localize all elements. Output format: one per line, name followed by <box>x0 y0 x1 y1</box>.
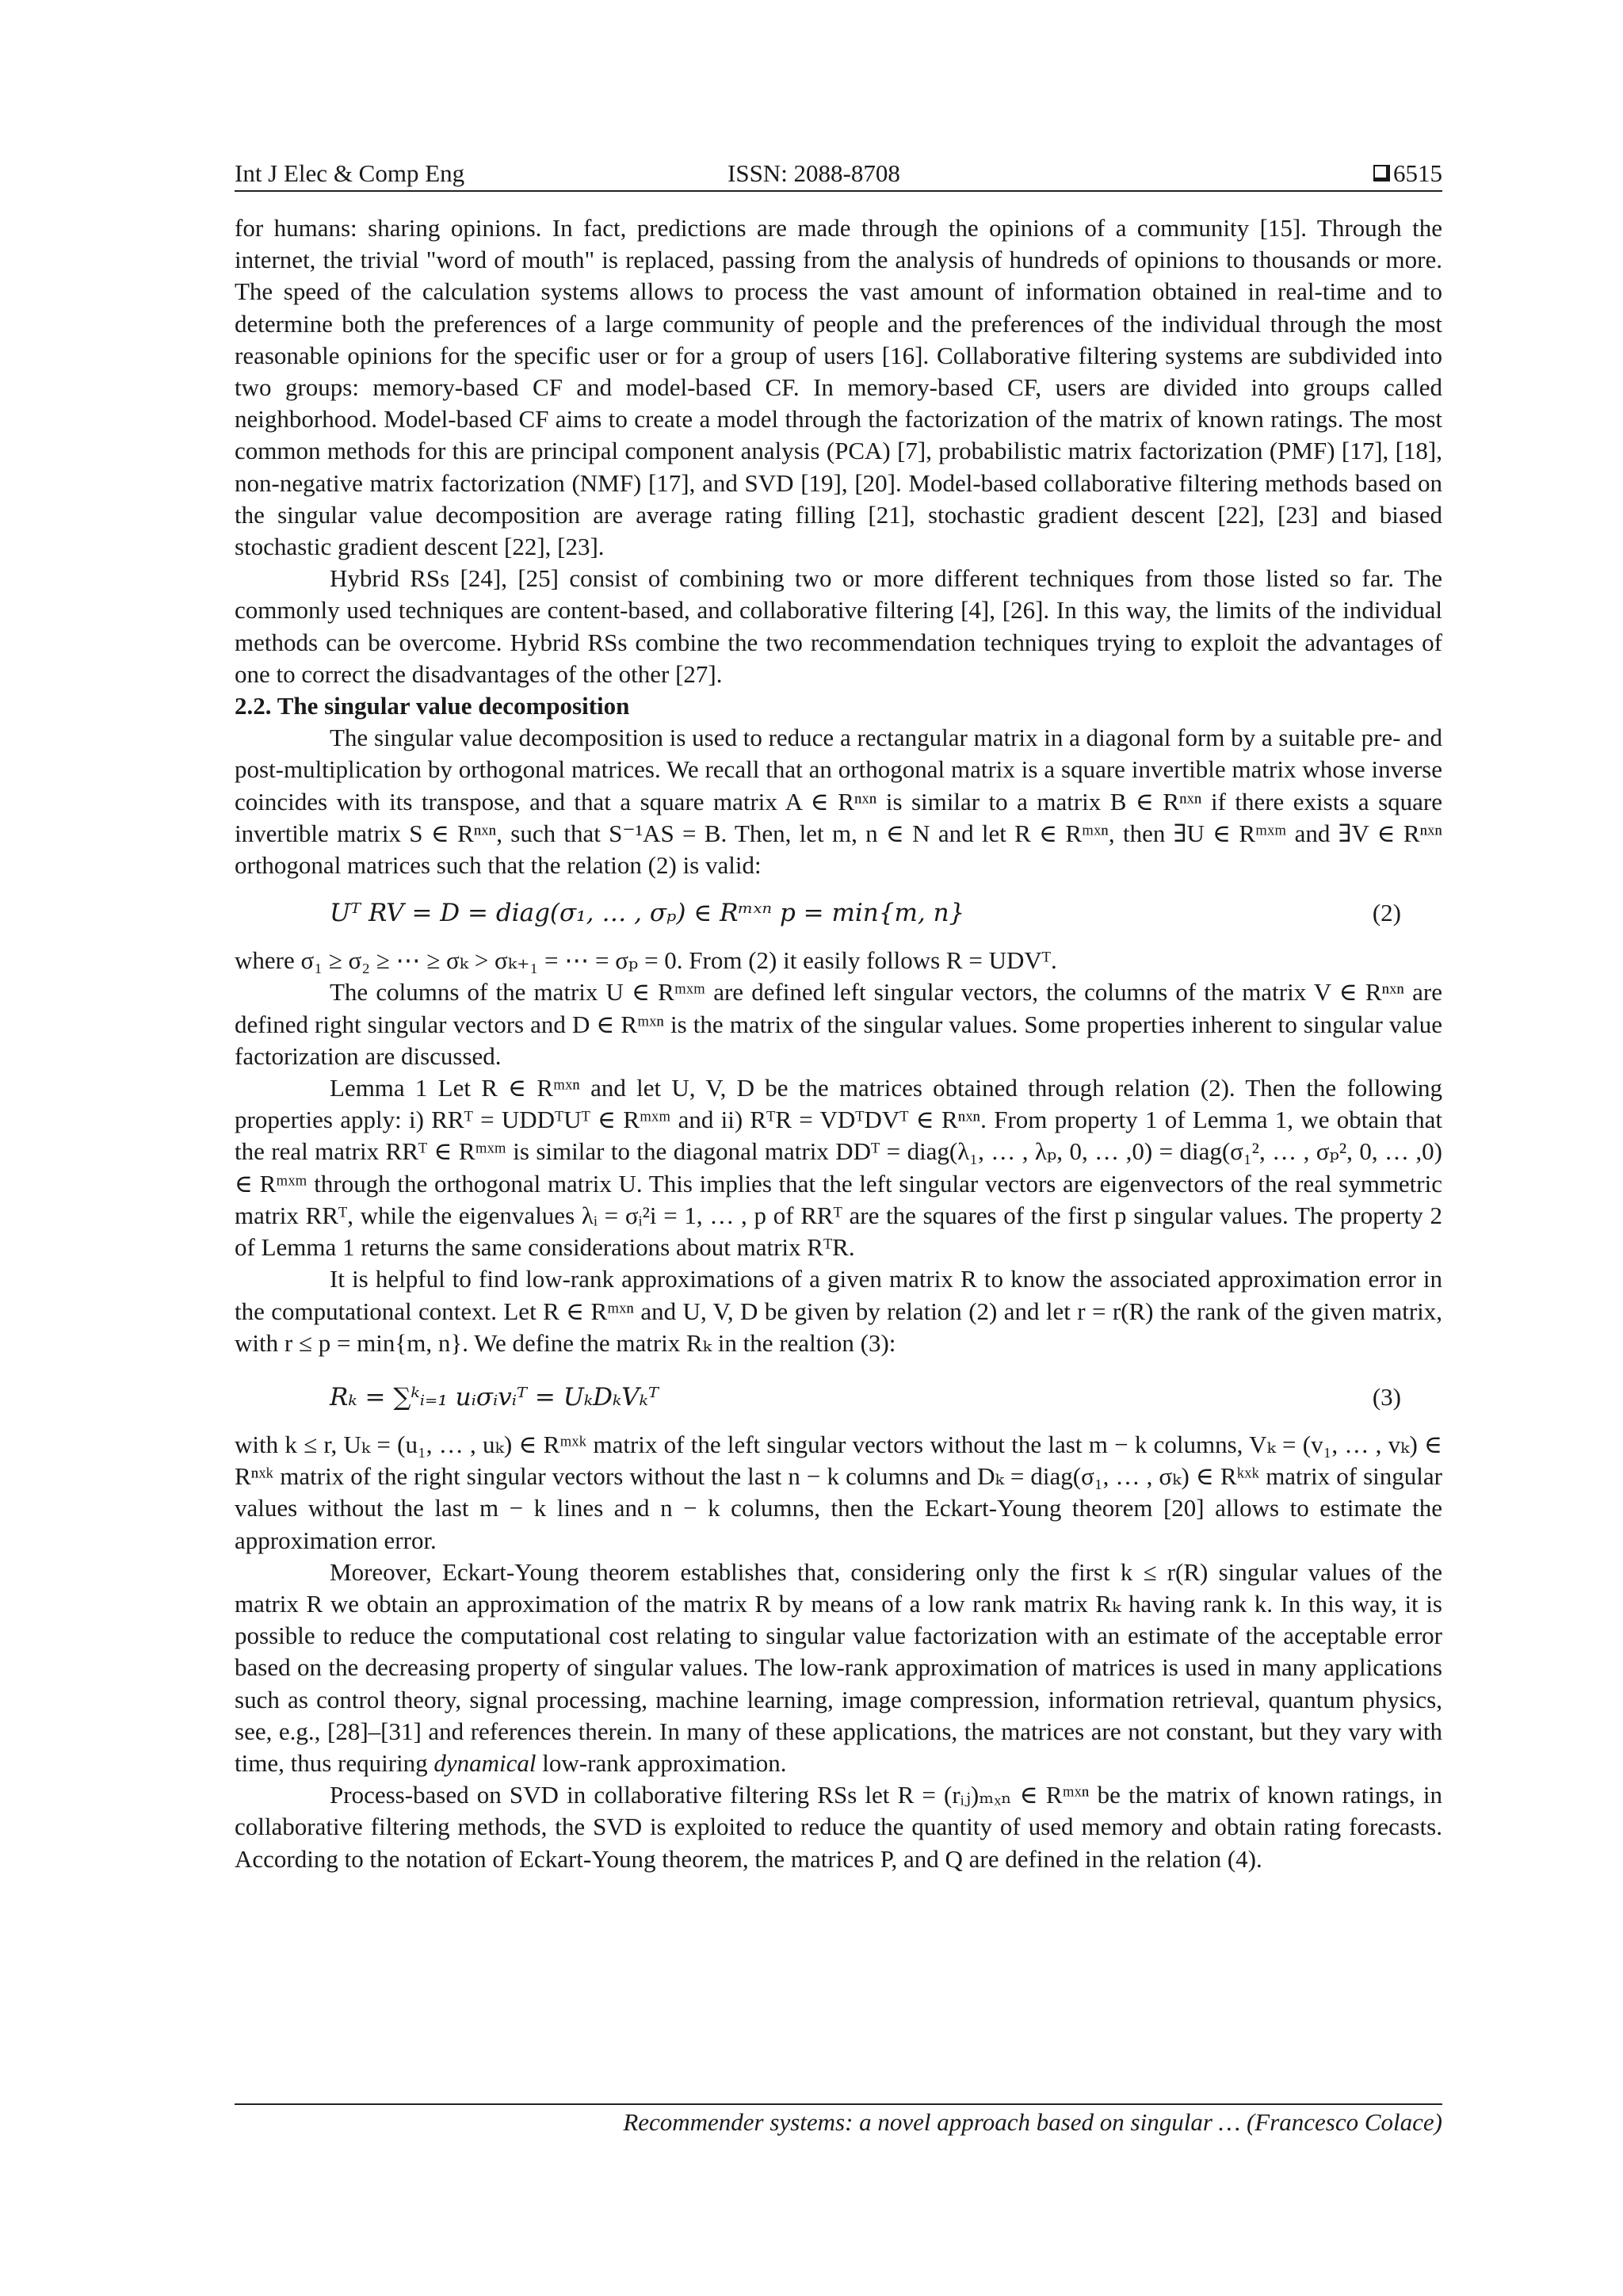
paragraph-9-italic: dynamical <box>433 1748 537 1777</box>
issn: ISSN: 2088-8708 <box>727 159 900 187</box>
running-footer <box>235 2103 1442 2140</box>
paragraph-3: The singular value decomposition is used to reduce a rectangular matrix in a diagonal form by a suitable pre- and post-multiplication by orthogonal matrices. We recall that an orthogonal matrix is a square invertible matrix whose inverse coincides with its transpose, and that a square matrix A ∈ Rⁿˣⁿ is similar to a matrix B ∈ Rⁿˣⁿ if there exists a square invertible matrix S ∈ Rⁿˣⁿ, such that S⁻¹AS = B. Then, let m, n ∈ N and let R ∈ Rᵐˣⁿ, then ∃U ∈ Rᵐˣᵐ and ∃V ∈ Rⁿˣⁿ orthogonal matrices such that the relation (2) is valid: <box>235 724 1443 880</box>
paragraph-9-text: Moreover, Eckart-Young theorem establishes that, considering only the first k ≤ r(R) singular values of the matrix R we obtain an approximation of the matrix R by means of a low rank matrix Rₖ having rank k. In this way, it is possible to reduce the computational cost relating to singular value factorization with an estimate of the acceptable error based on the decreasing property of singular values. The low-rank approximation of matrices is used in many applications such as control theory, signal processing, machine learning, image compression, information retrieval, quantum physics, see, e.g., [28]–[31] and references therein. In many of these applications, the matrices are not constant, but they vary with time, thus requiring <box>235 1557 1442 1777</box>
paragraph-10: Process-based on SVD in collaborative filtering RSs let R = (rᵢⱼ)ₘₓₙ ∈ Rᵐˣⁿ be the matrix of known ratings, in collaborative filtering methods, the SVD is exploited to reduce the quantity of used memory and obtain rating forecasts. According to the notation of Eckart-Young theorem, the matrices P, and Q are defined in the relation (4). <box>235 1781 1442 1873</box>
journal-name: Int J Elec & Comp Eng <box>235 159 465 187</box>
running-header <box>235 157 1442 190</box>
equation-2 <box>235 881 1442 945</box>
paragraph-8: with k ≤ r, Uₖ = (u₁, … , uₖ) ∈ Rᵐˣᵏ matrix of the left singular vectors without the last m − k columns, Vₖ = (v₁, … , vₖ) ∈ Rⁿˣᵏ matrix of the right singular vectors without the last n − k columns and Dₖ = diag(σ₁, … , σₖ) ∈ Rᵏˣᵏ matrix of singular values without the last m − k lines and n − k columns, then the Eckart-Young theorem [20] allows to estimate the approximation error. <box>235 1430 1442 1554</box>
paragraph-2: Hybrid RSs [24], [25] consist of combining two or more different techniques from those listed so far. The commonly used techniques are content-based, and collaborative filtering [4], [26]. In this way, the limits of the individual methods can be overcome. Hybrid RSs combine the two recommendation techniques trying to exploit the advantages of one to correct the disadvantages of the other [27]. <box>235 564 1442 688</box>
paragraph-9-end: low-rank approximation. <box>536 1748 787 1777</box>
equation-2-number: (2) <box>1372 899 1401 927</box>
paragraph-6: Lemma 1 Let R ∈ Rᵐˣⁿ and let U, V, D be the matrices obtained through relation (2). Then the following properties apply: i) RRᵀ = UDDᵀUᵀ ∈ Rᵐˣᵐ and ii) RᵀR = VDᵀDVᵀ ∈ Rⁿˣⁿ. From property 1 of Lemma 1, we obtain that the real matrix RRᵀ ∈ Rᵐˣᵐ is similar to the diagonal matrix DDᵀ = diag(λ₁, … , λₚ, 0, … ,0) = diag(σ₁², … , σₚ², 0, … ,0) ∈ Rᵐˣᵐ through the orthogonal matrix U. This implies that the left singular vectors are eigenvectors of the real symmetric matrix RRᵀ, while the eigenvalues λᵢ = σᵢ²i = 1, … , p of RRᵀ are the squares of the first p singular values. The property 2 of Lemma 1 returns the same considerations about matrix RᵀR. <box>235 1074 1442 1262</box>
equation-2-body: Uᵀ RV = D = diag(σ₁, … , σₚ) ∈ Rᵐˣⁿ p = min{m, n} <box>330 899 965 928</box>
paragraph-5: The columns of the matrix U ∈ Rᵐˣᵐ are defined left singular vectors, the columns of the matrix V ∈ Rⁿˣⁿ are defined right singular vectors and D ∈ Rᵐˣⁿ is the matrix of the singular values. Some properties inherent to singular value factorization are discussed. <box>235 978 1442 1070</box>
equation-3-number: (3) <box>1372 1382 1401 1411</box>
section-heading: 2.2. The singular value decomposition <box>235 692 630 720</box>
paragraph-1: for humans: sharing opinions. In fact, predictions are made through the opinions of a community [15]. Through the internet, the trivial "word of mouth" is replaced, passing from the analysis of hundreds of opinions to thousands or more. The speed of the calculation systems allows to process the vast amount of information obtained in real-time and to determine both the preferences of a large community of people and the preferences of the individual through the most reasonable opinions for the specific user or for a group of users [16]. Collaborative filtering systems are subdivided into two groups: memory-based CF and model-based CF. In memory-based CF, users are divided into groups called neighborhood. Model-based CF aims to create a model through the factorization of the matrix of known ratings. The most common methods for this are principal component analysis (PCA) [7], probabilistic matrix factorization (PMF) [17], [18], non-negative matrix factorization (NMF) [17], and SVD [19], [20]. Model-based collaborative filtering methods based on the singular value decomposition are average rating filling [21], stochastic gradient descent [22], [23] and biased stochastic gradient descent [22], [23]. <box>235 214 1442 561</box>
equation-3-body: Rₖ = ∑ᵏᵢ₌₁ uᵢσᵢvᵢᵀ = UₖDₖVₖᵀ <box>330 1382 659 1412</box>
paragraph-9 <box>235 1557 1442 1779</box>
footer-caption: Recommender systems: a novel approach based on singular … (Francesco Colace) <box>623 2108 1442 2136</box>
header-rule <box>235 190 1442 192</box>
paragraph-7: It is helpful to find low-rank approximations of a given matrix R to know the associated approximation error in the computational context. Let R ∈ Rᵐˣⁿ and U, V, D be given by relation (2) and let r = r(R) the rank of the given matrix, with r ≤ p = min{m, n}. We define the matrix Rₖ in the realtion (3): <box>235 1265 1442 1357</box>
page-number: 6515 <box>1393 159 1442 187</box>
square-box-icon <box>1373 165 1390 181</box>
equation-3 <box>235 1366 1442 1429</box>
body-text <box>235 212 1442 1875</box>
paragraph-4: where σ₁ ≥ σ₂ ≥ ⋯ ≥ σₖ > σₖ₊₁ = ⋯ = σₚ = 0. From (2) it easily follows R = UDVᵀ. <box>235 946 1057 975</box>
